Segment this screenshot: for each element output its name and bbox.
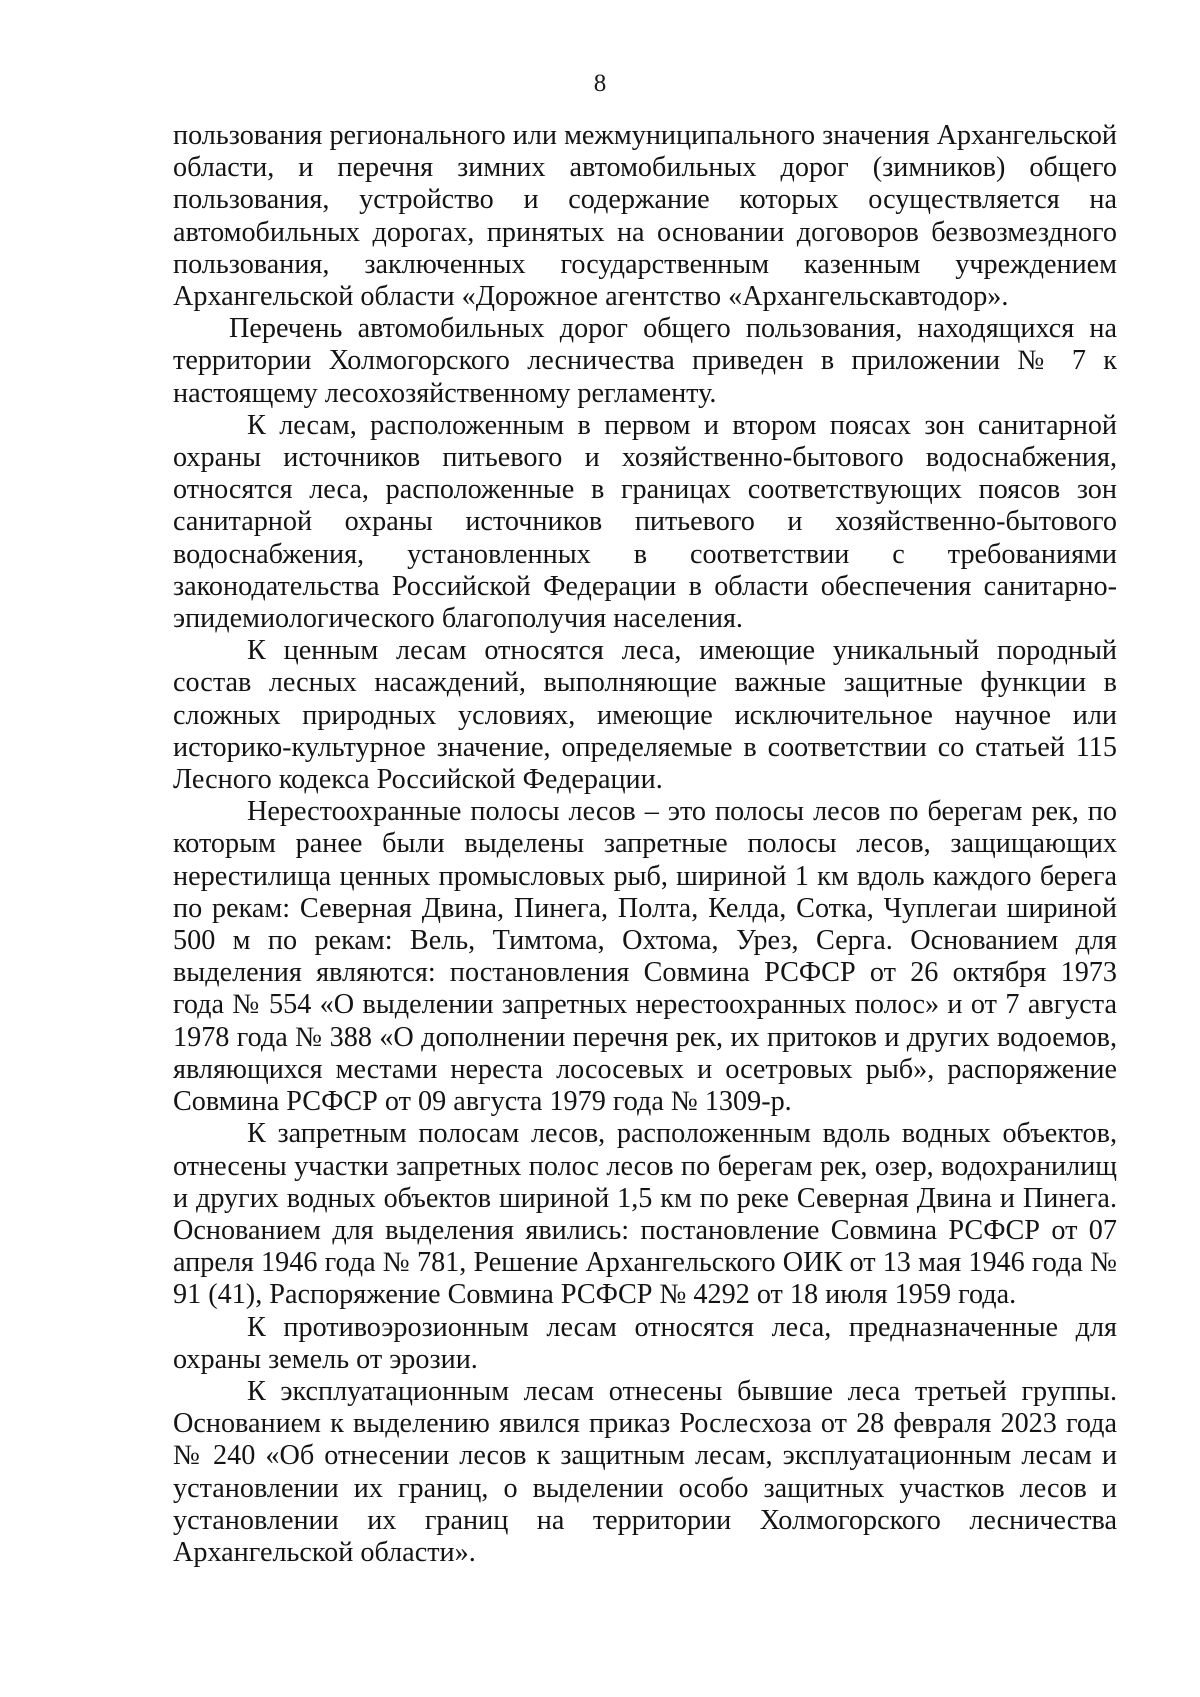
paragraph-anti-erosion: К противоэрозионным лесам относятся леса, предназначенные для охраны земель от эрозии. <box>173 1311 1117 1375</box>
paragraph-sanitary-zones: К лесам, расположенным в первом и втором поясах зон санитарной охраны источников питьевого и хозяйственно-бытового водоснабжения, относятся леса, расположенные в границах соответствующих поясов зон санитарной охраны источников питьевого и хозяйственно-бытового водоснабжения, установленных в соответствии с требованиями законодательства Российской Федерации в области обеспечения санитарно-эпидемиологического благополучия населения. <box>173 409 1117 635</box>
paragraph-roads-list-continuation: пользования регионального или межмуниципального значения Архангельской области, и перечня зимних автомобильных дорог (зимников) общего пользования, устройство и содержание которых осуществляется на автомобильных дорогах, принятых на основании договоров безвозмездного пользования, заключенных государственным казенным учреждением Архангельской области «Дорожное агентство «Архангельскавтодор». <box>173 120 1117 313</box>
paragraph-prohibited-strips: К запретным полосам лесов, расположенным вдоль водных объектов, отнесены участки запретных полос лесов по берегам рек, озер, водохранилищ и других водных объектов шириной 1,5 км по реке Северная Двина и Пинега. Основанием для выделения явились: постановление Совмина РСФСР от 07 апреля 1946 года № 781, Решение Архангельского ОИК от 13 мая 1946 года № 91 (41), Распоряжение Совмина РСФСР № 4292 от 18 июля 1959 года. <box>173 1118 1117 1311</box>
paragraph-roads-appendix: Перечень автомобильных дорог общего пользования, находящихся на территории Холмогорского лесничества приведен в приложении № 7 к настоящему лесохозяйственному регламенту. <box>173 313 1117 409</box>
paragraph-exploitation-forests: К эксплуатационным лесам отнесены бывшие леса третьей группы. Основанием к выделению явился приказ Рослесхоза от 28 февраля 2023 года № 240 «Об отнесении лесов к защитным лесам, эксплуатационным лесам и установлении их границ, о выделении особо защитных участков лесов и установлении их границ на территории Холмогорского лесничества Архангельской области». <box>173 1375 1117 1568</box>
paragraph-spawning-protection: Нерестоохранные полосы лесов – это полосы лесов по берегам рек, по которым ранее были выделены запретные полосы лесов, защищающих нерестилища ценных промысловых рыб, шириной 1 км вдоль каждого берега по рекам: Северная Двина, Пинега, Полта, Келда, Сотка, Чуплегаи шириной 500 м по рекам: Вель, Тимтома, Охтома, Урез, Серга. Основанием для выделения являются: постановления Совмина РСФСР от 26 октября 1973 года № 554 «О выделении запретных нерестоохранных полос» и от 7 августа 1978 года № 388 «О дополнении перечня рек, их притоков и других водоемов, являющихся местами нереста лососевых и осетровых рыб», распоряжение Совмина РСФСР от 09 августа 1979 года № 1309-р. <box>173 796 1117 1118</box>
paragraph-valuable-forests: К ценным лесам относятся леса, имеющие уникальный породный состав лесных насаждений, выполняющие важные защитные функции в сложных природных условиях, имеющие исключительное научное или историко-культурное значение, определяемые в соответствии со статьей 115 Лесного кодекса Российской Федерации. <box>173 635 1117 796</box>
document-body <box>173 120 1117 1569</box>
page-number: 8 <box>593 70 607 97</box>
